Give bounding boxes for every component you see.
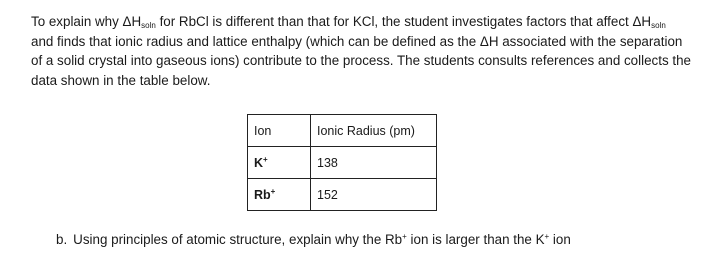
header-ionic-radius: Ionic Radius (pm) [311, 115, 437, 147]
intro-text-3: and finds that ionic radius and lattice enthalpy (which can be defined as the ΔH associated with the separation of a solid crystal into gaseous ions) contribute to the process. The students consults references and collects the data shown in the table below. [31, 33, 691, 88]
table-row [248, 179, 437, 211]
intro-text-2: for RbCl is different than that for KCl, the student investigates factors that affect ΔH [155, 14, 652, 29]
ion-charge: + [263, 154, 268, 164]
intro-paragraph [31, 12, 691, 90]
question-text-2: ion is larger than the K [406, 232, 545, 247]
question-text-3: ion [549, 232, 571, 247]
table-row [248, 147, 437, 179]
radius-cell: 138 [311, 147, 437, 179]
ion-charge: + [270, 186, 276, 196]
intro-text-1: To explain why ΔH [31, 14, 142, 29]
header-ion: Ion [248, 115, 311, 147]
question-b [56, 232, 571, 247]
question-text-1: Using principles of atomic structure, explain why the Rb [73, 232, 403, 247]
soln-subscript: soln [651, 21, 666, 30]
soln-subscript: soln [141, 21, 156, 30]
ion-symbol: Rb [254, 187, 271, 202]
table-header-row [248, 115, 437, 147]
radius-cell: 152 [311, 179, 437, 211]
ion-symbol: K [254, 155, 264, 170]
ion-cell [248, 179, 311, 211]
k-charge: + [544, 232, 550, 241]
question-letter: b. [56, 232, 68, 247]
ion-cell [248, 147, 311, 179]
rb-charge: + [402, 232, 407, 241]
ionic-radius-table [247, 114, 437, 211]
